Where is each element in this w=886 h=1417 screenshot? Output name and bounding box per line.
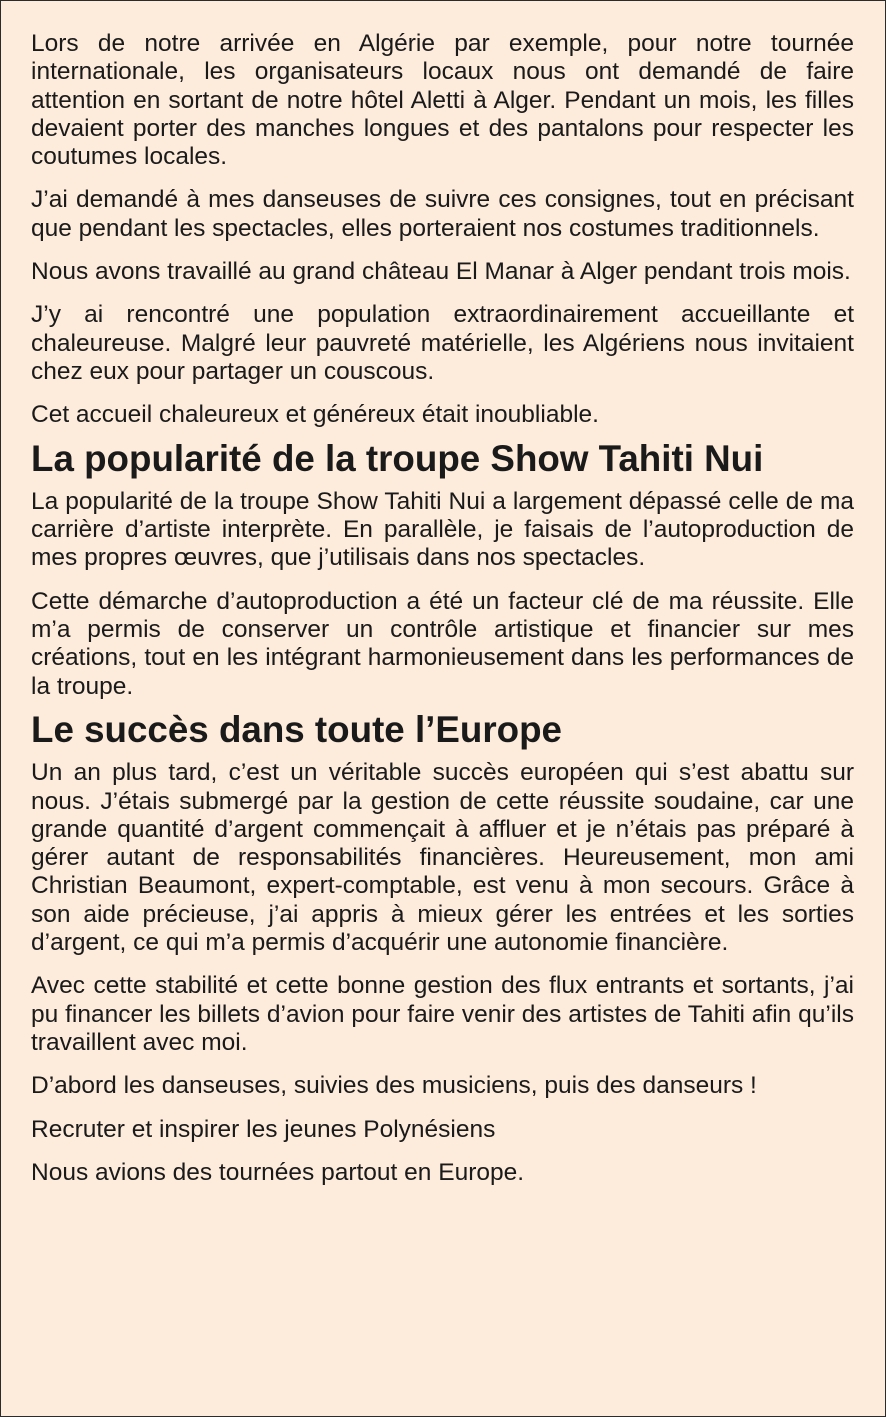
paragraph-tournees-europe: Nous avions des tournées partout en Europe.	[31, 1158, 525, 1186]
paragraph-succes-europeen: Un an plus tard, c’est un véritable succès européen qui s’est abattu sur nous. J’étais submergé par la gestion de cette réussite soudaine, car une grande quantité d’argent commençait à affluer et je n’étais pas préparé à gérer autant de responsabilités financières. Heureusement, mon ami Christian Beaumont, expert-comptable, est venu à mon secours. Grâce à son aide précieuse, j’ai appris à mieux gérer les entrées et les sorties d’argent, ce qui m’a permis d’acquérir une autonomie financière.	[31, 759, 854, 957]
paragraph-consignes-danseuses: J’ai demandé à mes danseuses de suivre ces consignes, tout en précisant que pendant les spectacles, elles porteraient nos costumes traditionnels.	[31, 186, 854, 242]
paragraph-arrivee-algerie: Lors de notre arrivée en Algérie par exemple, pour notre tournée internationale, les organisateurs locaux nous ont demandé de faire attention en sortant de notre hôtel Aletti à Alger. Pendant un mois, les filles devaient porter des manches longues et des pantalons pour respecter les coutumes locales.	[31, 30, 854, 171]
paragraph-stabilite-financiere: Avec cette stabilité et cette bonne gestion des flux entrants et sortants, j’ai pu financer les billets d’avion pour faire venir des artistes de Tahiti afin qu’ils travaillent avec moi.	[31, 972, 854, 1056]
paragraph-danseuses-musiciens: D’abord les danseuses, suivies des musiciens, puis des danseurs !	[31, 1072, 757, 1100]
paragraph-chateau-el-manar: Nous avons travaillé au grand château El Manar à Alger pendant trois mois.	[31, 258, 851, 286]
paragraph-autoproduction: Cette démarche d’autoproduction a été un facteur clé de ma réussite. Elle m’a permis de conserver un contrôle artistique et financier sur mes créations, tout en les intégrant harmonieusement dans les performances de la troupe.	[31, 587, 854, 700]
section-heading-popularite: La popularité de la troupe Show Tahiti Nui	[31, 437, 764, 479]
document-body	[31, 30, 854, 1202]
section-heading-succes-europe: Le succès dans toute l’Europe	[31, 708, 562, 750]
paragraph-popularite-troupe: La popularité de la troupe Show Tahiti Nui a largement dépassé celle de ma carrière d’artiste interprète. En parallèle, je faisais de l’autoproduction de mes propres œuvres, que j’utilisais dans nos spectacles.	[31, 487, 854, 572]
paragraph-population-accueillante: J’y ai rencontré une population extraordinairement accueillante et chaleureuse. Malgré leur pauvreté matérielle, les Algériens nous invitaient chez eux pour partager un couscous.	[31, 301, 854, 385]
paragraph-recruter-polynesiens: Recruter et inspirer les jeunes Polynésiens	[31, 1115, 496, 1143]
paragraph-accueil-inoubliable: Cet accueil chaleureux et généreux était inoubliable.	[31, 401, 599, 429]
